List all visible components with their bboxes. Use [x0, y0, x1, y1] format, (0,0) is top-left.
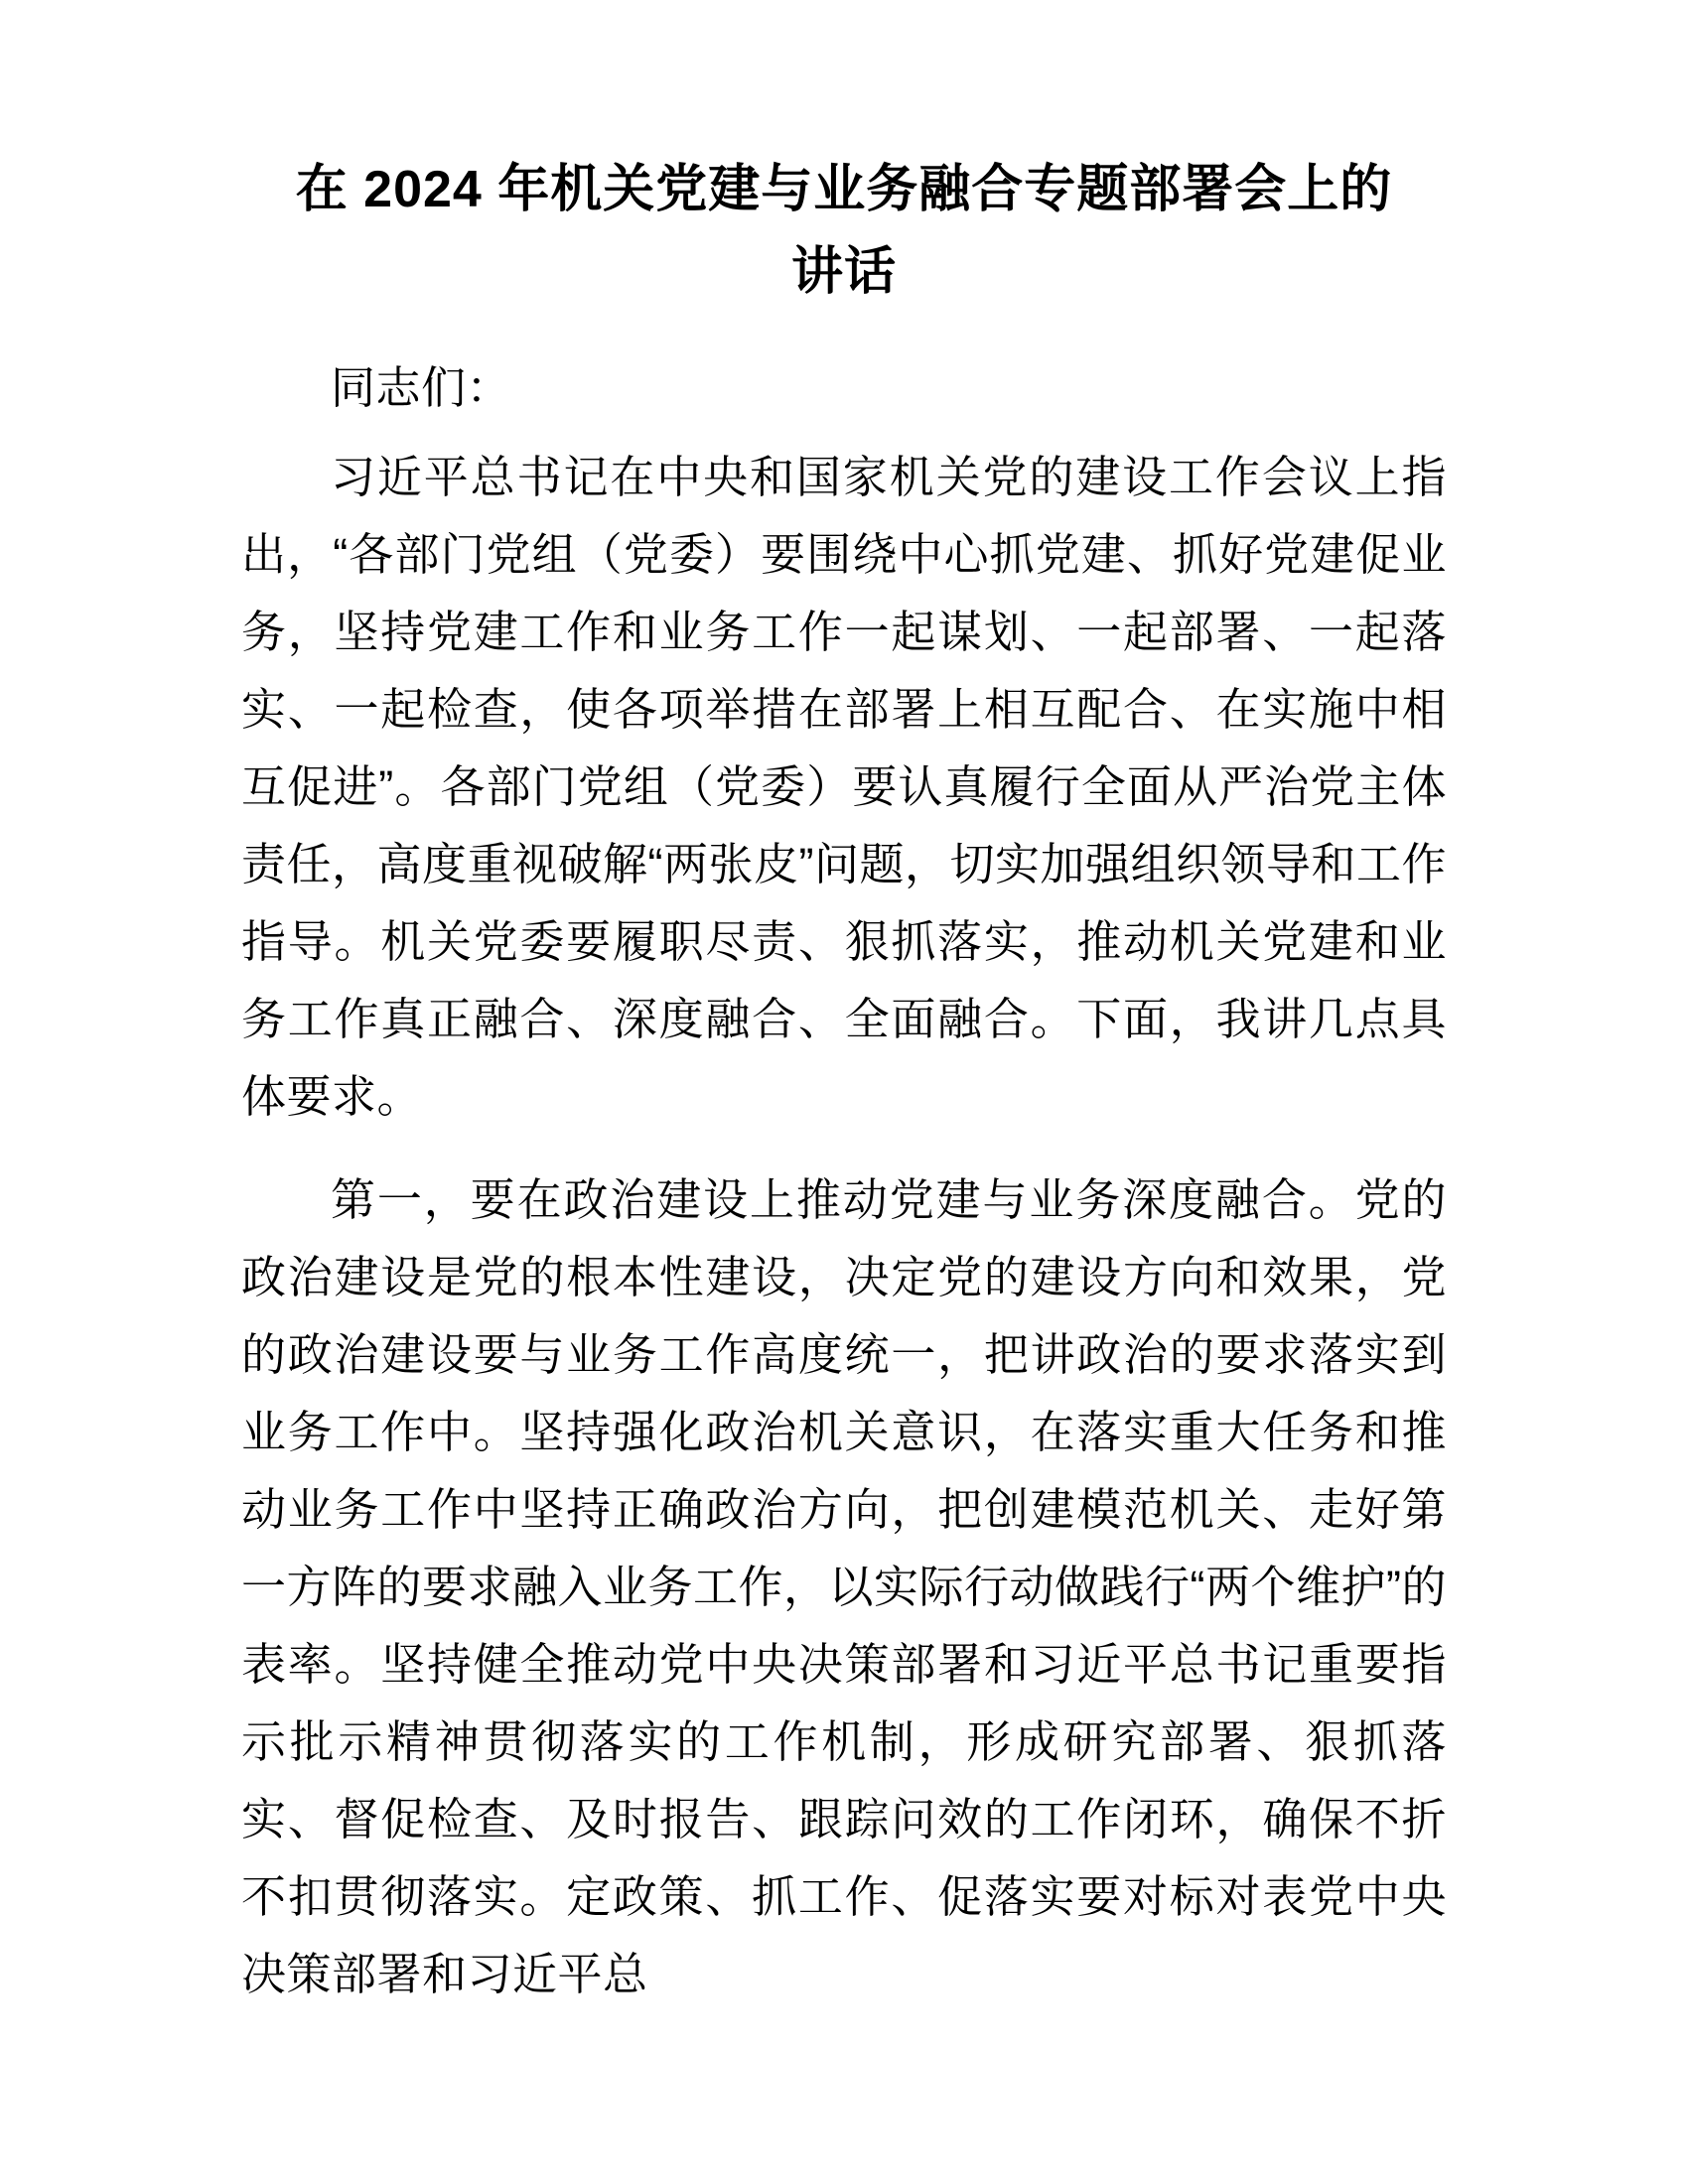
- paragraph-section-one: 第一，要在政治建设上推动党建与业务深度融合。党的政治建设是党的根本性建设，决定党的建设方向和效果，党的政治建设要与业务工作高度统一，把讲政治的要求落实到业务工作中。坚持强化政治机关意识，在落实重大任务和推动业务工作中坚持正确政治方向，把创建模范机关、走好第一方阵的要求融入业务工作，以实际行动做践行“两个维护”的表率。坚持健全推动党中央决策部署和习近平总书记重要指示批示精神贯彻落实的工作机制，形成研究部署、狠抓落实、督促检查、及时报告、跟踪问效的工作闭环，确保不折不扣贯彻落实。定政策、抓工作、促落实要对标对表党中央决策部署和习近平总: [241, 1174, 1447, 1999]
- paragraph-salutation: 同志们：: [331, 362, 512, 413]
- document-title: 在 2024 年机关党建与业务融合专题部署会上的讲话: [295, 161, 1393, 301]
- paragraph-intro: 习近平总书记在中央和国家机关党的建设工作会议上指出，“各部门党组（党委）要围绕中心抓党建、抓好党建促业务，坚持党建工作和业务工作一起谋划、一起部署、一起落实、一起检查，使各项举措在部署上相互配合、在实施中相互促进”。各部门党组（党委）要认真履行全面从严治党主体责任，高度重视破解“两张皮”问题，切实加强组织领导和工作指导。机关党委要履职尽责、狠抓落实，推动机关党建和业务工作真正融合、深度融合、全面融合。下面，我讲几点具体要求。: [241, 452, 1447, 1122]
